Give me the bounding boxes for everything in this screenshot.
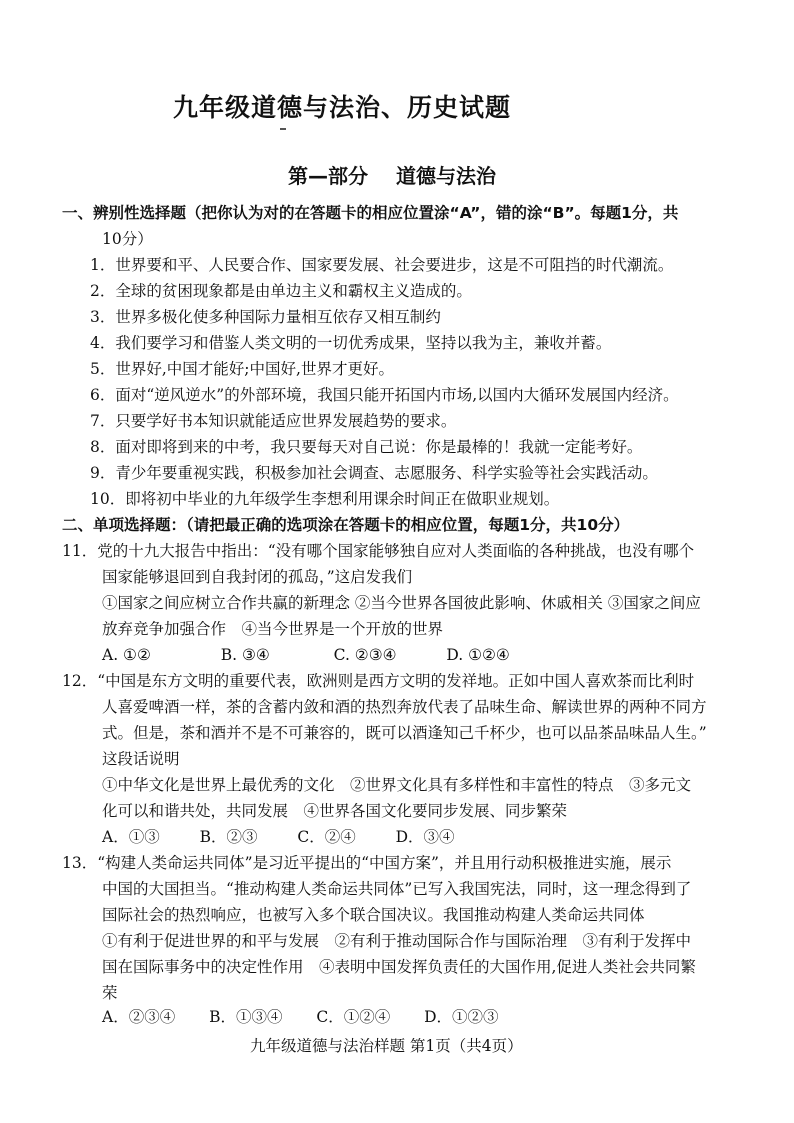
q11-line-4: 放弃竞争加强合作 ④当今世界是一个开放的世界 bbox=[102, 620, 444, 638]
tf-item-8: 8．面对即将到来的中考，我只要每天对自己说：你是最棒的！我就一定能考好。 bbox=[90, 438, 643, 456]
section2-heading-text: 二、单项选择题：（请把最正确的选项涂在答题卡的相应位置，每题1分，共10分） bbox=[62, 516, 630, 534]
q12-option-c: C．②④ bbox=[297, 828, 356, 846]
tf-item-1: 1．世界要和平、人民要合作、国家要发展、社会要进步，这是不可阻挡的时代潮流。 bbox=[90, 256, 674, 274]
section2-heading bbox=[62, 518, 629, 534]
tf-item-6: 6．面对“逆风逆水”的外部环境，我国只能开拓国内市场,以国内大循环发展国内经济。 bbox=[90, 386, 679, 404]
tf-item-2: 2．全球的贫困现象都是由单边主义和霸权主义造成的。 bbox=[90, 282, 472, 300]
section1-heading-text: 一、辨别性选择题（把你认为对的在答题卡的相应位置涂“A”，错的涂“B”。每题1分，共 bbox=[62, 204, 679, 222]
exam-title: 九年级道德与法治、历史试题 bbox=[173, 93, 512, 122]
q12-line-2: 人喜爱啤酒一样，茶的含蓄内敛和酒的热烈奔放代表了品味生命、解读世界的两种不同方 bbox=[102, 698, 707, 716]
q13-options bbox=[102, 1010, 499, 1026]
scan-mark bbox=[280, 128, 286, 130]
part-label: 第—部分 bbox=[288, 164, 368, 188]
section1-heading bbox=[62, 206, 678, 222]
tf-item-5: 5．世界好,中国才能好;中国好,世界才更好。 bbox=[90, 360, 394, 378]
q11-option-d: D. ①②④ bbox=[446, 646, 510, 664]
q11-option-a: A. ①② bbox=[102, 646, 151, 664]
q11-option-b: B. ③④ bbox=[220, 646, 270, 664]
q13-option-b: B．①③④ bbox=[209, 1008, 283, 1026]
page-footer: 九年级道德与法治样题 第1页（共4页） bbox=[250, 1037, 523, 1055]
q13-option-a: A．②③④ bbox=[102, 1008, 176, 1026]
tf-item-4: 4．我们要学习和借鉴人类文明的一切优秀成果，坚持以我为主，兼收并蓄。 bbox=[90, 334, 612, 352]
q11-line-3: ①国家之间应树立合作共赢的新理念 ②当今世界各国彼此影响、休戚相关 ③国家之间应 bbox=[102, 594, 701, 612]
q12-line-6: 化可以和谐共处，共同发展 ④世界各国文化要同步发展、同步繁荣 bbox=[102, 802, 568, 820]
q12-line-1: 12．“中国是东方文明的重要代表，欧洲则是西方文明的发祥地。正如中国人喜欢茶而比利时 bbox=[62, 672, 695, 690]
q12-option-d: D．③④ bbox=[395, 828, 455, 846]
tf-item-3: 3．世界多极化使多种国际力量相互依存又相互制约 bbox=[90, 308, 441, 326]
q11-options bbox=[102, 648, 510, 664]
q13-line-5: 国在国际事务中的决定性作用 ④表明中国发挥负责任的大国作用,促进人类社会共同繁 bbox=[102, 958, 696, 976]
q13-line-1: 13．“构建人类命运共同体”是习近平提出的“中国方案”，并且用行动积极推进实施，展示 bbox=[62, 854, 672, 872]
q13-line-6: 荣 bbox=[102, 984, 118, 1002]
q11-line-1: 11．党的十九大报告中指出：“没有哪个国家能够独自应对人类面临的各种挑战，也没有哪个 bbox=[62, 542, 695, 560]
q12-option-a: A．①③ bbox=[102, 828, 160, 846]
section1-heading-cont: 10分） bbox=[102, 230, 153, 248]
part-subject: 道德与法治 bbox=[396, 164, 496, 188]
tf-item-9: 9．青少年要重视实践，积极参加社会调查、志愿服务、科学实验等社会实践活动。 bbox=[90, 464, 658, 482]
part-heading bbox=[288, 160, 496, 189]
tf-item-7: 7．只要学好书本知识就能适应世界发展趋势的要求。 bbox=[90, 412, 457, 430]
q13-line-2: 中国的大国担当。“推动构建人类命运共同体”已写入我国宪法，同时，这一理念得到了 bbox=[102, 880, 692, 898]
q13-option-d: D．①②③ bbox=[424, 1008, 499, 1026]
q13-line-4: ①有利于促进世界的和平与发展 ②有利于推动国际合作与国际治理 ③有利于发挥中 bbox=[102, 932, 692, 950]
q11-option-c: C. ②③④ bbox=[333, 646, 397, 664]
q12-line-3: 式。但是，茶和酒并不是不可兼容的，既可以酒逢知己千杯少，也可以品茶品味品人生。” bbox=[102, 724, 707, 742]
q12-options bbox=[102, 830, 455, 846]
tf-item-10: 10．即将初中毕业的九年级学生李想利用课余时间正在做职业规划。 bbox=[90, 490, 560, 508]
q12-option-b: B．②③ bbox=[199, 828, 258, 846]
q13-option-c: C．①②④ bbox=[316, 1008, 391, 1026]
q13-line-3: 国际社会的热烈响应，也被写入多个联合国决议。我国推动构建人类命运共同体 bbox=[102, 906, 645, 924]
q12-line-4: 这段话说明 bbox=[102, 750, 180, 768]
q12-line-5: ①中华文化是世界上最优秀的文化 ②世界文化具有多样性和丰富性的特点 ③多元文 bbox=[102, 776, 692, 794]
q11-line-2: 国家能够退回到自我封闭的孤岛，”这启发我们 bbox=[102, 568, 413, 586]
